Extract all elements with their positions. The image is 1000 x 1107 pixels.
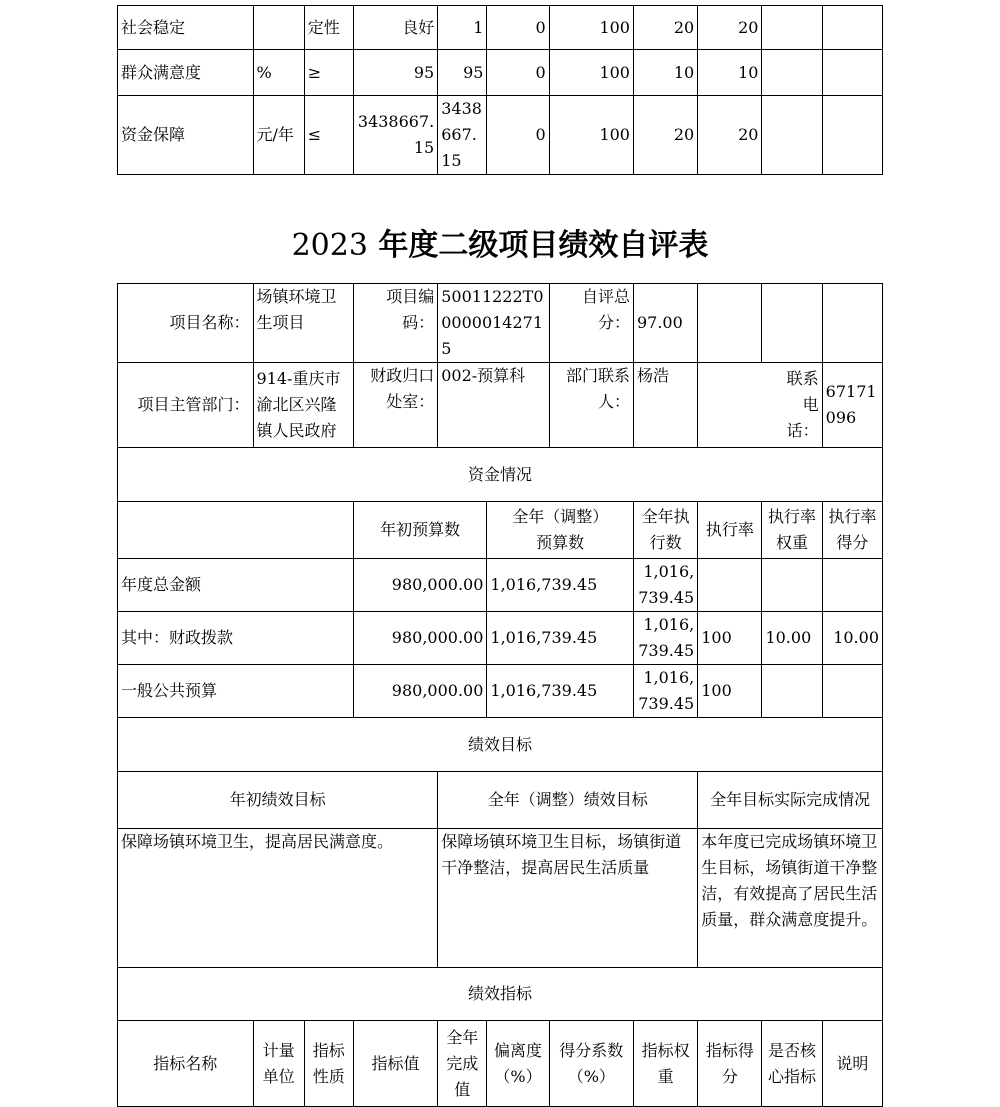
indicator-score: 20 (698, 96, 762, 175)
title-year: 2023 (291, 228, 368, 263)
funds-rate: 100 (698, 665, 762, 718)
funds-executed: 1,016,739.45 (633, 665, 697, 718)
indicators-section-row (118, 968, 883, 1021)
table-row (118, 665, 883, 718)
funds-score: 10.00 (822, 612, 882, 665)
funds-weight (762, 665, 822, 718)
indicator-actual: 95 (438, 50, 487, 96)
indicator-deviation: 0 (487, 96, 549, 175)
indicator-actual: 3438667.15 (438, 96, 487, 175)
project-code: 50011222T000000142715 (438, 284, 549, 363)
ind-header-deviation: 偏离度（%） (487, 1021, 549, 1107)
funds-budget: 980,000.00 (353, 612, 487, 665)
phone-label (698, 363, 822, 448)
evaluation-table (117, 283, 883, 1107)
project-code-label: 项目编码： (353, 284, 437, 363)
indicators-section-title: 绩效指标 (118, 968, 883, 1021)
ind-header-unit: 计量单位 (253, 1021, 304, 1107)
indicator-core (762, 96, 822, 175)
self-score-label: 自评总分： (549, 284, 633, 363)
funds-rate: 100 (698, 612, 762, 665)
funds-header-adjusted (487, 502, 634, 559)
indicator-coef: 100 (549, 50, 633, 96)
indicator-unit (253, 6, 304, 50)
indicator-deviation: 0 (487, 6, 549, 50)
goal-initial: 保障场镇环境卫生，提高居民满意度。 (118, 829, 438, 968)
project-name: 场镇环境卫生项目 (253, 284, 353, 363)
indicator-name: 社会稳定 (118, 6, 254, 50)
empty-cell (762, 284, 822, 363)
indicator-core (762, 6, 822, 50)
funds-score (822, 559, 882, 612)
dept-info-row (118, 363, 883, 448)
funds-row-label: 其中：财政拨款 (118, 612, 354, 665)
ind-header-coef: 得分系数（%） (549, 1021, 633, 1107)
funds-executed: 1,016,739.45 (633, 559, 697, 612)
funds-adjusted: 1,016,739.45 (487, 559, 634, 612)
indicator-name: 资金保障 (118, 96, 254, 175)
goal-adjusted: 保障场镇环境卫生目标，场镇街道干净整洁，提高居民生活质量 (438, 829, 698, 968)
goals-section-row (118, 718, 883, 772)
indicator-target: 良好 (353, 6, 437, 50)
finance-label: 财政归口处室： (353, 363, 437, 448)
funds-adjusted: 1,016,739.45 (487, 665, 634, 718)
goals-content-row (118, 829, 883, 968)
project-name-label: 项目名称： (118, 284, 254, 363)
indicator-nature: 定性 (304, 6, 353, 50)
empty-cell (698, 284, 762, 363)
indicator-weight: 10 (633, 50, 697, 96)
funds-header-row (118, 502, 883, 559)
empty-cell (822, 284, 882, 363)
funds-adjusted: 1,016,739.45 (487, 612, 634, 665)
funds-header-rate: 执行率 (698, 502, 762, 559)
indicator-deviation: 0 (487, 50, 549, 96)
indicator-continuation-table (117, 5, 883, 175)
indicator-weight: 20 (633, 6, 697, 50)
funds-header-score: 执行率得分 (822, 502, 882, 559)
table-row (118, 96, 883, 175)
indicator-score: 10 (698, 50, 762, 96)
self-score: 97.00 (633, 284, 697, 363)
contact-label: 部门联系人： (549, 363, 633, 448)
indicator-name: 群众满意度 (118, 50, 254, 96)
indicator-score: 20 (698, 6, 762, 50)
indicator-actual: 1 (438, 6, 487, 50)
funds-executed: 1,016,739.45 (633, 612, 697, 665)
indicator-nature: ≤ (304, 96, 353, 175)
goals-header-adjusted: 全年（调整）绩效目标 (438, 772, 698, 829)
contact-person: 杨浩 (633, 363, 697, 448)
indicator-note (822, 6, 882, 50)
indicators-header-row (118, 1021, 883, 1107)
table-row (118, 6, 883, 50)
funds-weight (762, 559, 822, 612)
ind-header-weight: 指标权重 (633, 1021, 697, 1107)
indicator-target: 95 (353, 50, 437, 96)
dept: 914-重庆市渝北区兴隆镇人民政府 (253, 363, 353, 448)
funds-header-executed: 全年执行数 (633, 502, 697, 559)
funds-score (822, 665, 882, 718)
indicator-core (762, 50, 822, 96)
indicator-coef: 100 (549, 6, 633, 50)
indicator-unit: 元/年 (253, 96, 304, 175)
title-text: 年度二级项目绩效自评表 (378, 228, 709, 263)
funds-row-label: 一般公共预算 (118, 665, 354, 718)
funds-rate (698, 559, 762, 612)
funds-section-row (118, 448, 883, 502)
funds-header-weight: 执行率权重 (762, 502, 822, 559)
indicator-note (822, 50, 882, 96)
indicator-note (822, 96, 882, 175)
empty-cell (118, 502, 354, 559)
table-row (118, 50, 883, 96)
ind-header-name: 指标名称 (118, 1021, 254, 1107)
goals-header-row (118, 772, 883, 829)
goals-header-initial: 年初绩效目标 (118, 772, 438, 829)
indicator-weight: 20 (633, 96, 697, 175)
indicator-target: 3438667.15 (353, 96, 437, 175)
indicator-unit: % (253, 50, 304, 96)
indicator-nature: ≥ (304, 50, 353, 96)
ind-header-nature: 指标性质 (304, 1021, 353, 1107)
phone: 67171096 (822, 363, 882, 448)
table-row (118, 559, 883, 612)
funds-header-budget: 年初预算数 (353, 502, 487, 559)
funds-budget: 980,000.00 (353, 665, 487, 718)
table-row (118, 612, 883, 665)
funds-section-title: 资金情况 (118, 448, 883, 502)
project-info-row (118, 284, 883, 363)
ind-header-core: 是否核心指标 (762, 1021, 822, 1107)
page-title (0, 226, 1000, 266)
funds-header-adjusted-text: 全年（调整）预算数 (512, 507, 609, 552)
finance-office: 002-预算科 (438, 363, 549, 448)
funds-budget: 980,000.00 (353, 559, 487, 612)
goals-section-title: 绩效目标 (118, 718, 883, 772)
ind-header-score: 指标得分 (698, 1021, 762, 1107)
funds-weight: 10.00 (762, 612, 822, 665)
goals-header-actual: 全年目标实际完成情况 (698, 772, 883, 829)
phone-label-text: 联系电话： (786, 369, 819, 440)
dept-label: 项目主管部门： (118, 363, 254, 448)
ind-header-actual: 全年完成值 (438, 1021, 487, 1107)
funds-row-label: 年度总金额 (118, 559, 354, 612)
goal-actual: 本年度已完成场镇环境卫生目标，场镇街道干净整洁，有效提高了居民生活质量，群众满意度提升。 (698, 829, 883, 968)
ind-header-value: 指标值 (353, 1021, 437, 1107)
ind-header-note: 说明 (822, 1021, 882, 1107)
indicator-coef: 100 (549, 96, 633, 175)
